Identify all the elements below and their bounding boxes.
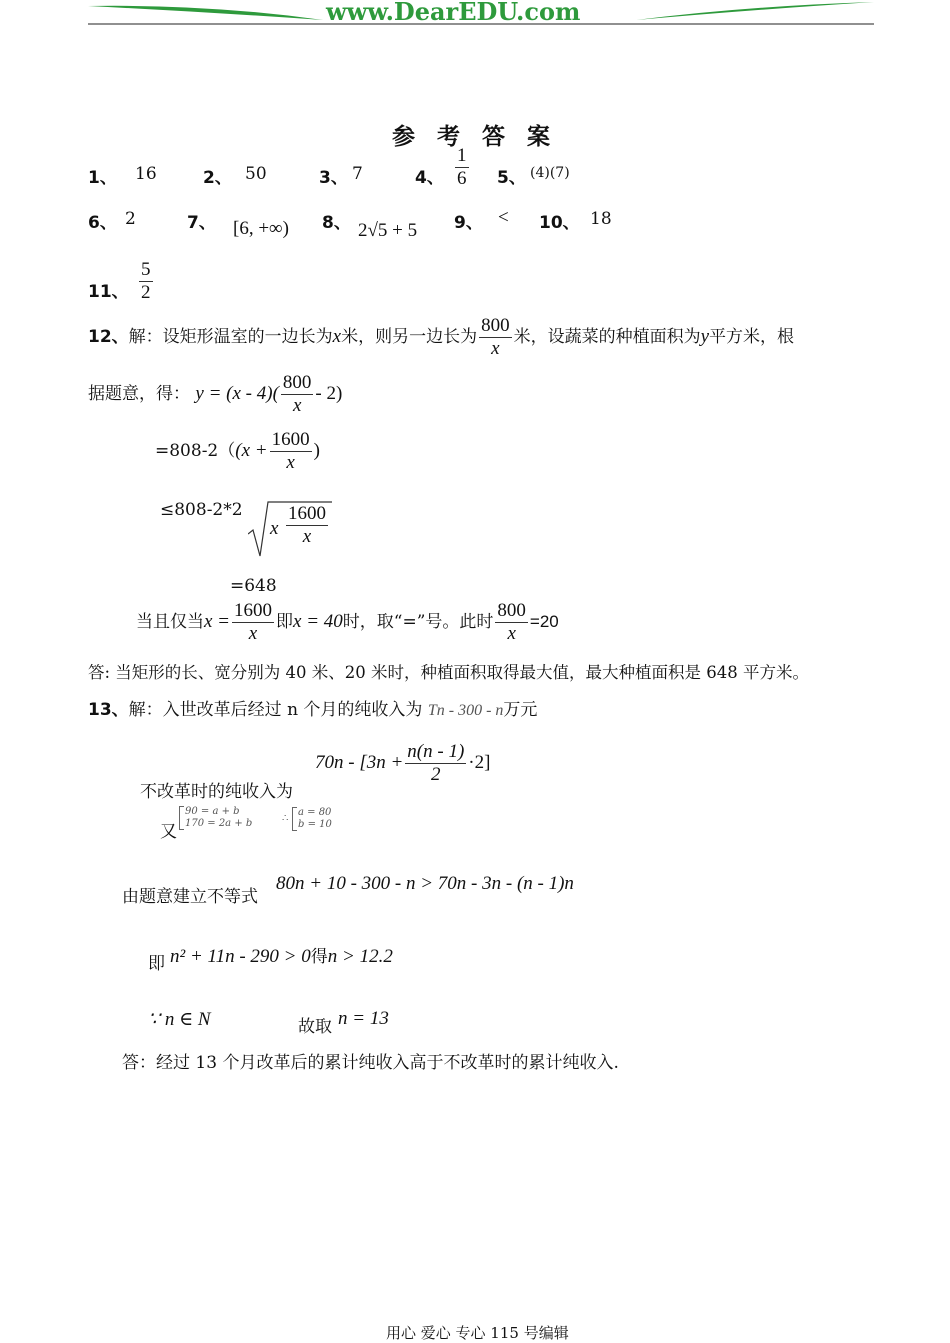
q12-step2-num: 1600 bbox=[271, 429, 310, 450]
answer-8-label: 8、 bbox=[322, 213, 351, 233]
q12-eq1-fraction bbox=[281, 373, 314, 416]
answer-10-value: 18 bbox=[590, 209, 612, 229]
q12-when-line bbox=[136, 601, 559, 644]
q12-step3-x: x bbox=[269, 518, 279, 539]
q12-step2-fraction bbox=[270, 430, 312, 473]
q12-frac-num: 800 bbox=[481, 315, 510, 336]
q12-step2-den: x bbox=[286, 451, 295, 473]
answer-5-value: (4)(7) bbox=[530, 165, 570, 181]
q13-expr-den: 2 bbox=[431, 763, 441, 785]
q12-when-a: 当且仅当 bbox=[136, 611, 204, 632]
page-title: 参考答案 bbox=[392, 124, 572, 150]
q13-inequality-2 bbox=[170, 942, 393, 968]
q12-when-den: x bbox=[248, 622, 258, 644]
q13-expr-num: n(n - 1) bbox=[407, 741, 465, 762]
q13-sys2-b: b = 10 bbox=[298, 819, 332, 830]
q12-fraction-800-x bbox=[479, 316, 512, 359]
q13-sys1-b: 170 = 2a + b bbox=[185, 818, 253, 829]
q12-var-y: y bbox=[700, 325, 710, 347]
q12-step2-a: =808-2（ bbox=[155, 440, 236, 461]
answer-7-label: 7、 bbox=[187, 213, 216, 233]
q13-label: 13、 bbox=[88, 700, 129, 720]
q12-when-b: 即 bbox=[276, 611, 294, 632]
answer-9-label: 9、 bbox=[454, 213, 483, 233]
q13-not-reform-text: 不改革时的纯收入为 bbox=[140, 782, 293, 802]
q13-sys1-a: 90 = a + b bbox=[185, 806, 240, 817]
q12-when-x: x = bbox=[204, 610, 231, 632]
q13-intro-a: 解：入世改革后经过 n 个月的纯收入为 bbox=[128, 700, 423, 720]
q12-eq1-b: - 2) bbox=[315, 382, 343, 404]
site-url: www.DearEDU.com bbox=[326, 0, 581, 26]
answer-1-value: 16 bbox=[135, 164, 157, 184]
answer-3-value: 7 bbox=[352, 164, 363, 184]
q12-conclusion: 答: 当矩形的长、宽分别为 40 米、20 米时，种植面积取得最大值，最大种植面积是 648 平方米。 bbox=[88, 663, 810, 682]
answer-8-value: 2√5 + 5 bbox=[358, 220, 418, 241]
answer-5-label: 5、 bbox=[497, 168, 526, 188]
brace-icon bbox=[179, 806, 184, 830]
q12-eq1-num: 800 bbox=[282, 372, 312, 393]
q12-eq1-a: y = (x - 4)( bbox=[195, 382, 279, 404]
answer-4-denominator: 6 bbox=[457, 167, 467, 189]
answer-10-label: 10、 bbox=[539, 213, 580, 233]
q13-inequality: 80n + 10 - 300 - n > 70n - 3n - (n - 1)n bbox=[276, 873, 574, 894]
q12-intro-c: 米，设蔬菜的种植面积为 bbox=[513, 326, 701, 347]
q12-var-x: x bbox=[332, 325, 342, 347]
page-footer: 用心 爱心 专心 115 号编辑 bbox=[386, 1324, 569, 1342]
answer-4-numerator: 1 bbox=[457, 145, 467, 166]
q13-intro-line bbox=[88, 695, 537, 720]
q13-because: ∵ n ∈ N bbox=[148, 1009, 211, 1030]
q13-expr-b: ·2] bbox=[468, 751, 491, 773]
q12-intro-line bbox=[88, 316, 794, 359]
answer-4-fraction bbox=[453, 146, 471, 189]
answer-11-label: 11、 bbox=[88, 282, 129, 302]
q12-line2-text: 据题意，得： bbox=[88, 383, 190, 404]
q13-take-value: n = 13 bbox=[338, 1008, 389, 1029]
q13-take-text: 故取 bbox=[298, 1017, 332, 1037]
q12-when-den-2: x bbox=[507, 622, 516, 644]
q12-when-e: =20 bbox=[529, 611, 559, 631]
q12-step2-b: (x + bbox=[235, 439, 268, 461]
q13-de-text: 得 bbox=[310, 947, 328, 967]
q12-when-num: 1600 bbox=[234, 600, 273, 621]
brace-icon-2 bbox=[292, 807, 297, 831]
q12-step3-fraction bbox=[286, 504, 328, 547]
q12-when-fraction-2 bbox=[495, 601, 528, 644]
q13-intro-b: 万元 bbox=[503, 700, 538, 720]
q12-label: 12、 bbox=[88, 326, 129, 347]
sqrt-icon bbox=[248, 500, 332, 558]
answer-11-denominator: 2 bbox=[141, 281, 151, 303]
answer-1-label: 1、 bbox=[88, 168, 117, 188]
q13-sys2-a: a = 80 bbox=[298, 807, 332, 818]
therefore-icon: ∴ bbox=[282, 813, 289, 824]
q12-frac-den: x bbox=[491, 337, 500, 359]
q13-ineq2-a: n² + 11n - 290 > 0 bbox=[170, 946, 311, 967]
answer-11-numerator: 5 bbox=[141, 259, 151, 280]
q13-inequality-text: 由题意建立不等式 bbox=[122, 887, 258, 907]
answer-2-label: 2、 bbox=[203, 168, 232, 188]
answer-6-value: 2 bbox=[125, 209, 136, 229]
q12-intro-a: 解：设矩形温室的一边长为 bbox=[128, 326, 333, 347]
answer-7-value: [6, +∞) bbox=[233, 218, 289, 239]
site-header-banner bbox=[88, 0, 874, 26]
q12-when-d: 时，取“=”号。此时 bbox=[342, 611, 494, 632]
answer-11-fraction bbox=[137, 260, 155, 303]
q13-conclusion: 答：经过 13 个月改革后的累计纯收入高于不改革时的累计纯收入. bbox=[122, 1053, 619, 1073]
q12-step3 bbox=[160, 500, 332, 558]
q13-also-text: 又 bbox=[160, 822, 177, 842]
q12-step3-a: ≤808-2*2 bbox=[160, 500, 243, 520]
q12-step4: =648 bbox=[230, 576, 277, 596]
q12-intro-b: 米，则另一边长为 bbox=[341, 326, 478, 347]
answer-4-label: 4、 bbox=[415, 168, 444, 188]
q12-equation-line bbox=[88, 373, 342, 416]
q13-ji-text: 即 bbox=[148, 954, 165, 974]
answer-9-value: < bbox=[498, 207, 509, 228]
q12-step3-den: x bbox=[302, 525, 312, 547]
answer-2-value: 50 bbox=[245, 164, 267, 184]
q13-tn: Tn - 300 - n bbox=[427, 702, 504, 719]
answer-6-label: 6、 bbox=[88, 213, 117, 233]
q12-when-c: x = 40 bbox=[293, 610, 343, 632]
q12-intro-d: 平方米，根 bbox=[709, 326, 795, 347]
q13-expr-fraction bbox=[405, 742, 466, 785]
q13-expr-a: 70n - [3n + bbox=[315, 751, 404, 773]
q12-eq1-den: x bbox=[292, 394, 302, 416]
q12-step2-c: ) bbox=[313, 439, 320, 461]
answer-3-label: 3、 bbox=[319, 168, 348, 188]
q12-step2 bbox=[155, 430, 320, 473]
q12-when-fraction bbox=[232, 601, 274, 644]
q13-not-reform-expr bbox=[315, 742, 490, 785]
q13-ineq2-b: n > 12.2 bbox=[327, 946, 393, 967]
q12-step3-num: 1600 bbox=[287, 503, 326, 524]
q12-when-num-2: 800 bbox=[497, 600, 526, 621]
